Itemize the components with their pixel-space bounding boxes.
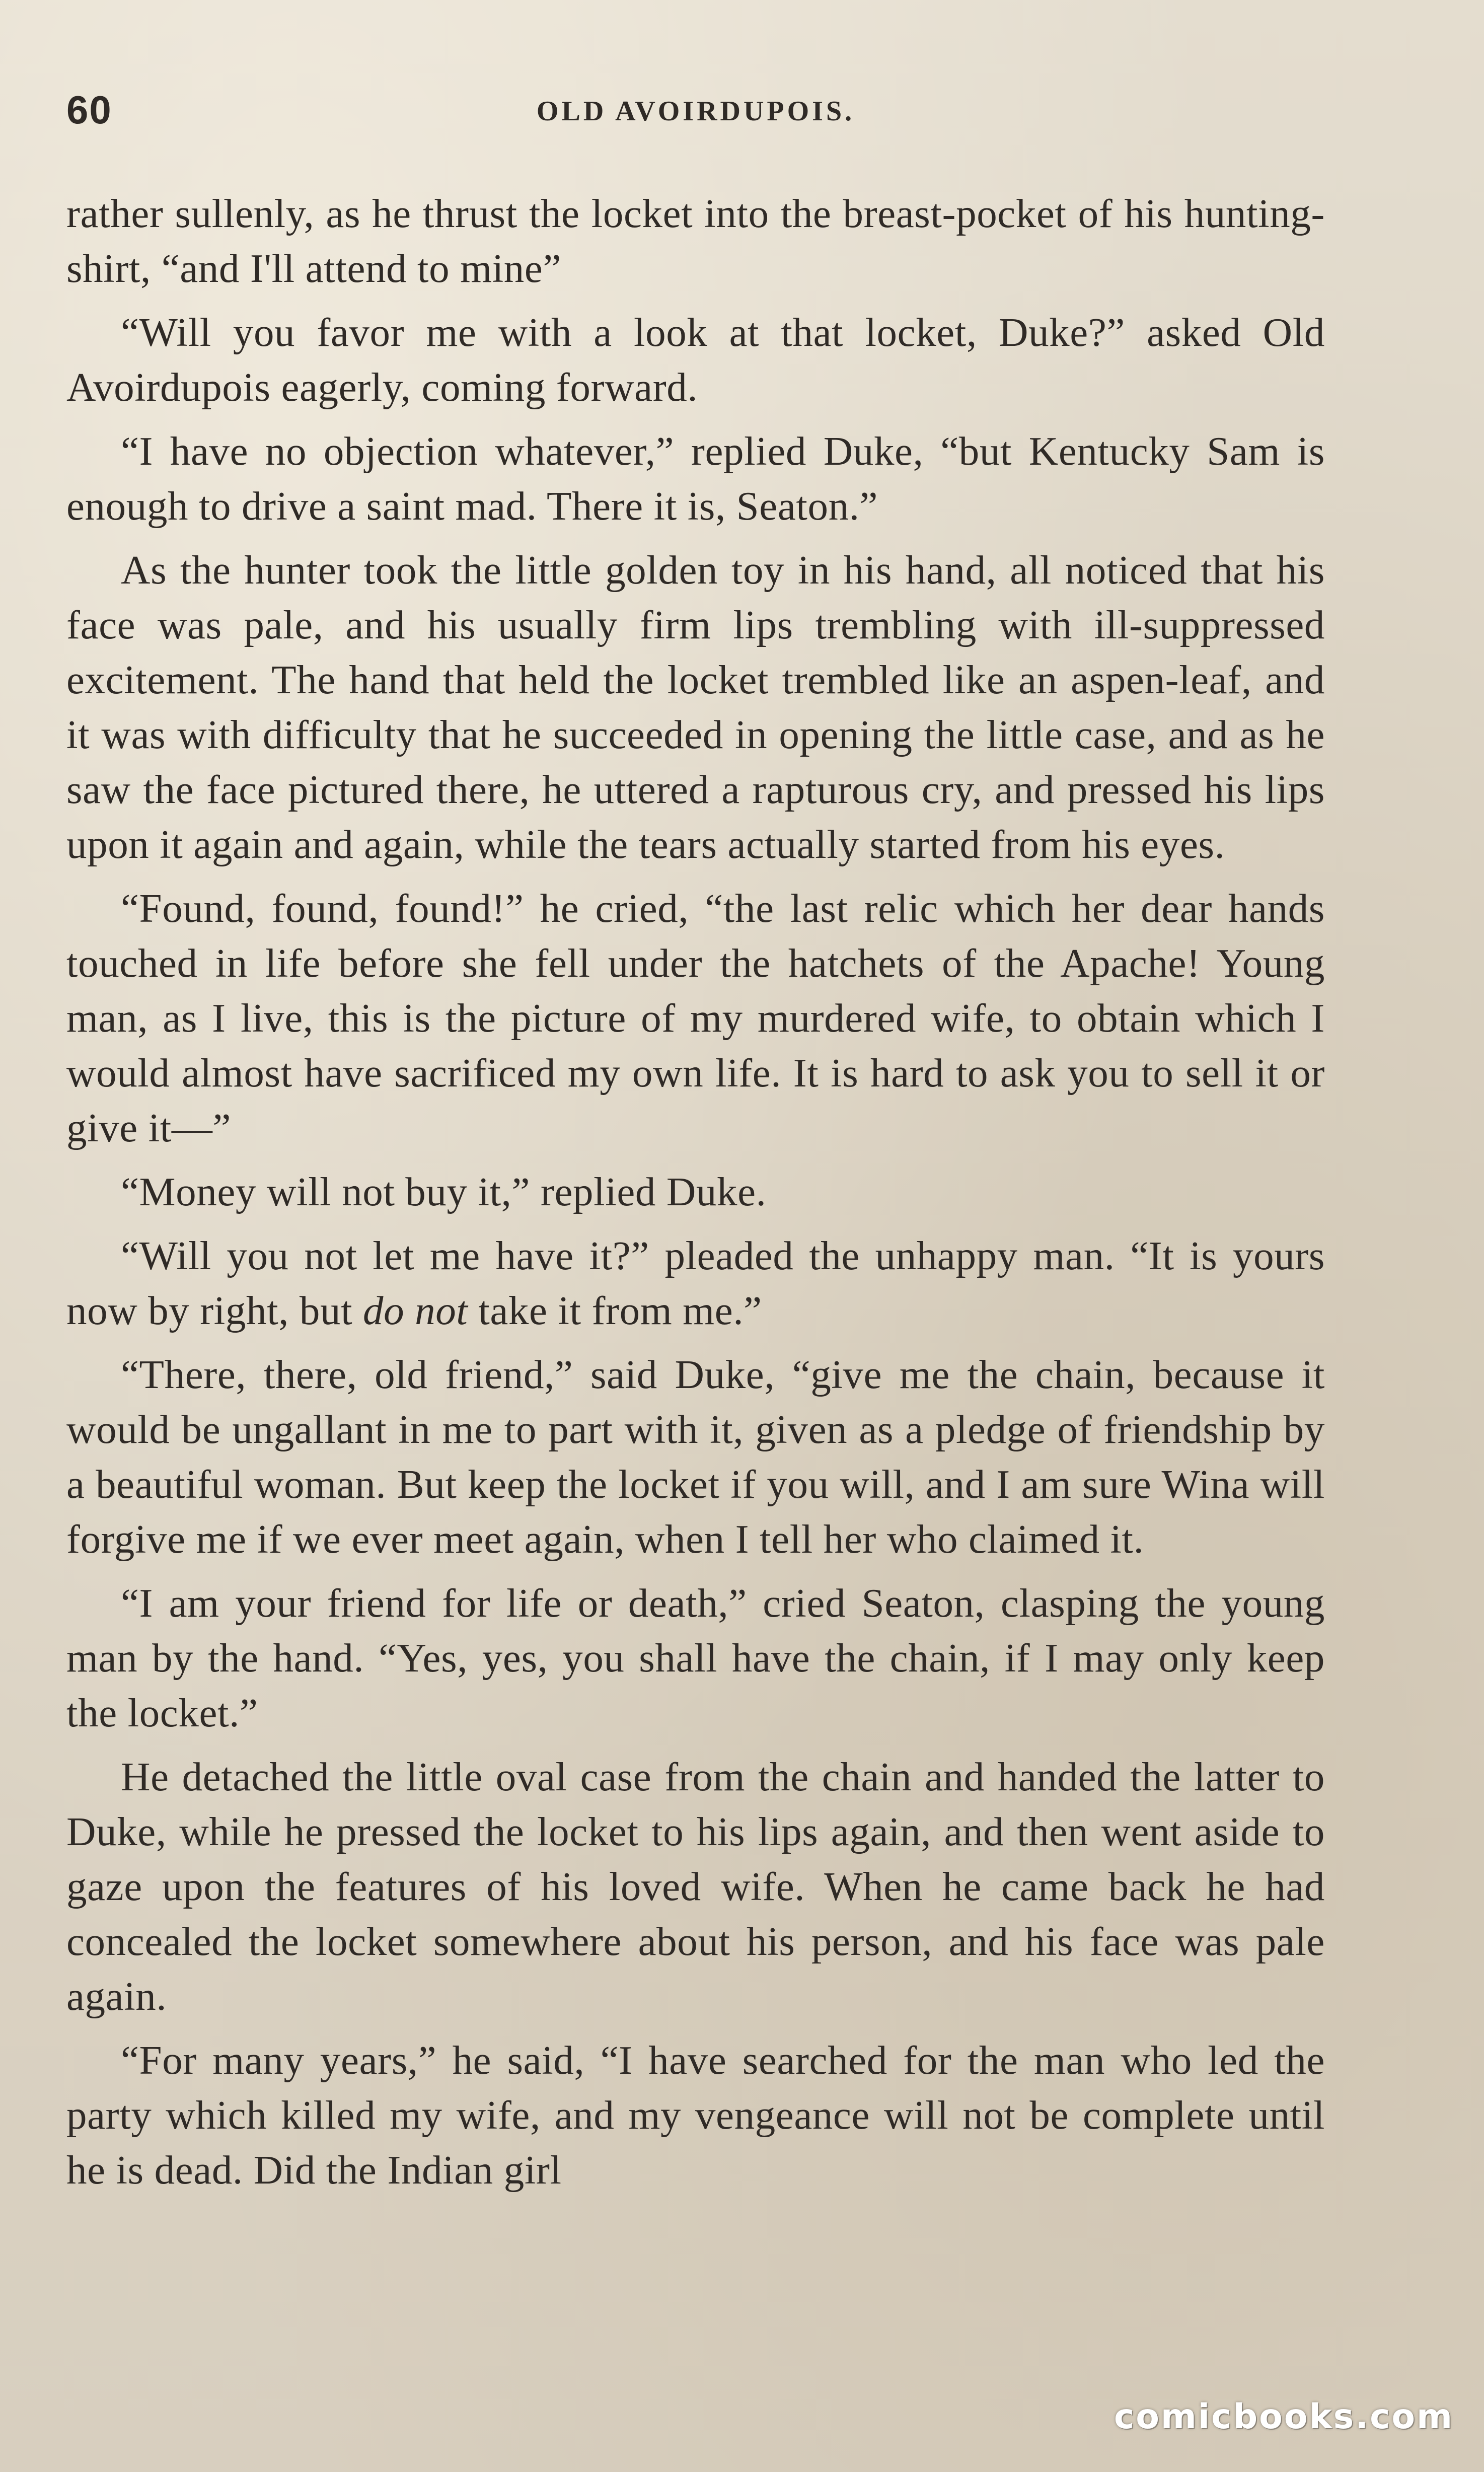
- paragraph: rather sullenly, as he thrust the locket into the breast-pocket of his hunting-shirt, “and I'll attend to mine”: [66, 191, 1325, 291]
- paragraph: As the hunter took the little golden toy in his hand, all noticed that his face was pale, and his usually firm lips trembling with ill-suppressed excitement. The hand that held the locket trembled like an aspen-leaf, and it was with difficulty that he succeeded in opening the little case, and as he saw the face pictured there, he uttered a rapturous cry, and pressed his lips upon it again and again, while the tears actually started from his eyes.: [66, 547, 1325, 867]
- paragraph-with-emphasis: [66, 1228, 1325, 1338]
- paragraph: “Will you favor me with a look at that locket, Duke?” asked Old Avoirdupois eagerly, coming forward.: [66, 310, 1325, 410]
- watermark: comicbooks.com: [1114, 2397, 1454, 2437]
- paragraph: “For many years,” he said, “I have searched for the man who led the party which killed my wife, and my vengeance will not be complete until he is dead. Did the Indian girl: [66, 2038, 1325, 2193]
- running-head: [66, 85, 1325, 135]
- paragraph: “Money will not buy it,” replied Duke.: [121, 1169, 767, 1214]
- paragraph: “Found, found, found!” he cried, “the last relic which her dear hands touched in life before she fell under the hatchets of the Apache! Young man, as I live, this is the picture of my murdered wife, to obtain which I would almost have sacrificed my own life. It is hard to ask you to sell it or give it—”: [66, 886, 1325, 1150]
- paragraph-text: take it from me.”: [468, 1288, 762, 1333]
- emphasized-text: do not: [363, 1288, 468, 1333]
- paragraph: “I am your friend for life or death,” cried Seaton, clasping the young man by the hand. “Yes, yes, you shall have the chain, if I may only keep the locket.”: [66, 1580, 1325, 1735]
- body-text: [66, 186, 1325, 2207]
- page-number: 60: [66, 88, 112, 132]
- paragraph: “I have no objection whatever,” replied Duke, “but Kentucky Sam is enough to drive a saint mad. There it is, Seaton.”: [66, 428, 1325, 529]
- running-title: OLD AVOIRDUPOIS.: [536, 96, 855, 127]
- paragraph-text: “Will you not let me have it?” pleaded the unhappy man. “It is yours now by right, but: [66, 1233, 1325, 1333]
- paragraph: He detached the little oval case from the chain and handed the latter to Duke, while he pressed the locket to his lips again, and then went aside to gaze upon the features of his loved wife. When he came back he had concealed the locket somewhere about his person, and his face was pale again.: [66, 1754, 1325, 2019]
- paragraph: “There, there, old friend,” said Duke, “give me the chain, because it would be ungallant in me to part with it, given as a pledge of friendship by a beautiful woman. But keep the locket if you will, and I am sure Wina will forgive me if we ever meet again, when I tell her who claimed it.: [66, 1352, 1325, 1562]
